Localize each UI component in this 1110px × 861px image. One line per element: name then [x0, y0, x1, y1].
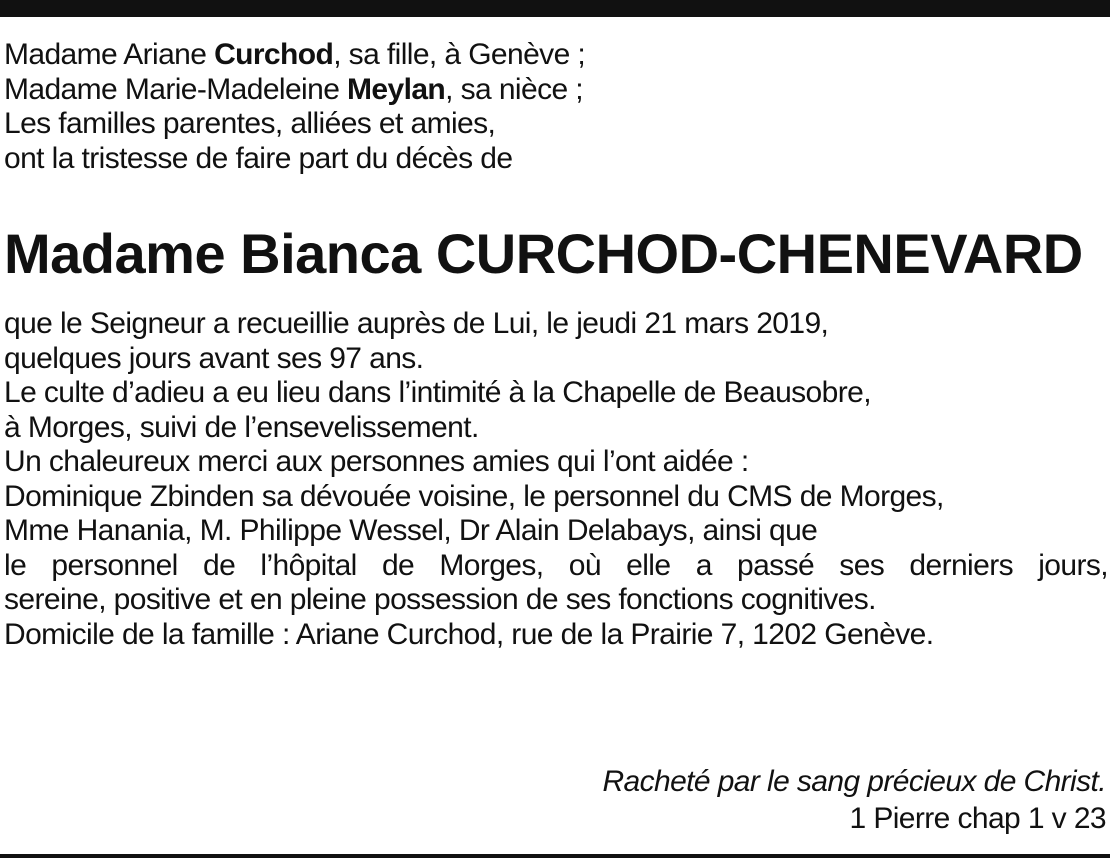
body-line: quelques jours avant ses 97 ans.	[4, 341, 424, 375]
intro-line-announcement: ont la tristesse de faire part du décès de	[4, 141, 513, 175]
body-line: Un chaleureux merci aux personnes amies qui l’ont aidée :	[4, 445, 749, 478]
body-line: Domicile de la famille : Ariane Curchod, rue de la Prairie 7, 1202 Genève.	[4, 617, 934, 651]
intro-line-niece	[4, 73, 1108, 108]
body-line: sereine, positive et en pleine possession de ses fonctions cognitives.	[4, 583, 876, 616]
top-border-rule	[0, 0, 1110, 17]
intro-line-daughter	[4, 38, 1108, 73]
verse-quote: Racheté par le sang précieux de Christ.	[602, 765, 1106, 798]
daughter-surname: Curchod	[214, 38, 334, 71]
announcement-intro	[4, 38, 1108, 176]
body-line: à Morges, suivi de l’ensevelissement.	[4, 410, 479, 444]
body-line: Dominique Zbinden sa dévouée voisine, le personnel du CMS de Morges,	[4, 479, 944, 513]
intro-line-niece-suffix: , sa nièce ;	[445, 72, 584, 106]
intro-line-niece-prefix: Madame Marie-Madeleine	[4, 72, 348, 106]
bible-verse	[602, 763, 1106, 837]
announcement-body	[4, 307, 1108, 652]
body-line: le personnel de l’hôpital de Morges, où elle a passé ses derniers jours,	[4, 548, 1108, 582]
intro-line-daughter-suffix: , sa fille, à Genève ;	[333, 38, 586, 71]
intro-line-families: Les familles parentes, alliées et amies,	[4, 107, 496, 140]
intro-line-daughter-prefix: Madame Ariane	[4, 38, 215, 71]
deceased-name-heading: Madame Bianca CURCHOD-CHENEVARD	[4, 222, 1083, 285]
body-line: Mme Hanania, M. Philippe Wessel, Dr Alain Delabays, ainsi que	[4, 514, 818, 547]
bottom-border-rule	[0, 854, 1110, 858]
niece-surname: Meylan	[347, 72, 446, 106]
verse-reference: 1 Pierre chap 1 v 23	[849, 802, 1106, 835]
body-line: que le Seigneur a recueillie auprès de Lui, le jeudi 21 mars 2019,	[4, 307, 829, 340]
body-line: Le culte d’adieu a eu lieu dans l’intimité à la Chapelle de Beausobre,	[4, 376, 871, 409]
